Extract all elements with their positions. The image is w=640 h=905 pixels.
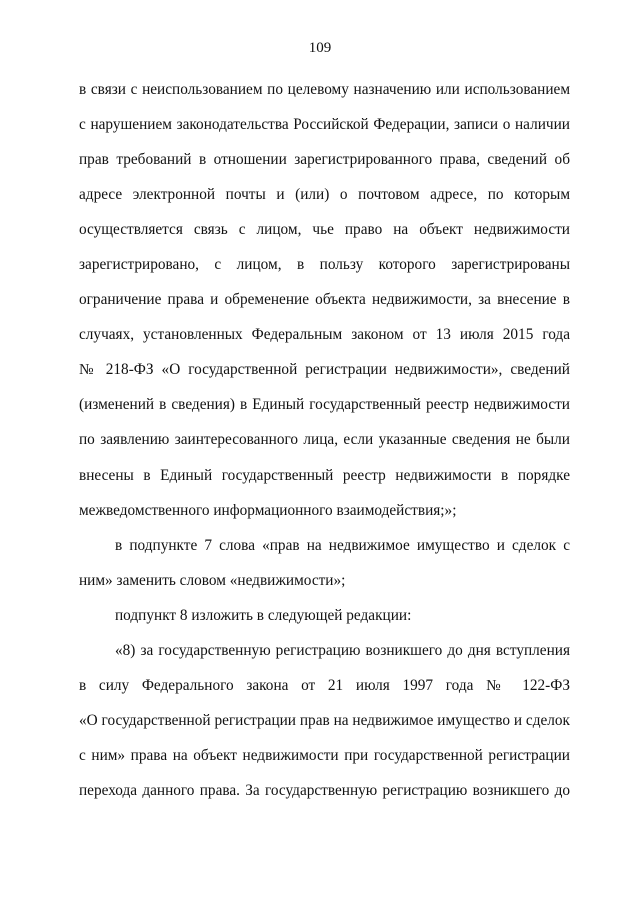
text-line: прав требований в отношении зарегистрированного права, сведений об bbox=[79, 151, 570, 169]
text-line: с нарушением законодательства Российской Федерации, записи о наличии bbox=[79, 116, 570, 134]
text-line: (изменений в сведения) в Единый государственный реестр недвижимости bbox=[79, 396, 570, 414]
text-line: «8) за государственную регистрацию возникшего до дня вступления bbox=[115, 641, 570, 659]
text-line: межведомственного информационного взаимодействия;»; bbox=[79, 501, 457, 519]
text-line: случаях, установленных Федеральным законом от 13 июля 2015 года bbox=[79, 326, 570, 344]
text-line: «О государственной регистрации прав на недвижимое имущество и сделок bbox=[79, 711, 570, 729]
text-line: № 218-ФЗ «О государственной регистрации недвижимости», сведений bbox=[79, 361, 570, 379]
text-line: в силу Федерального закона от 21 июля 1997 года № 122-ФЗ bbox=[79, 676, 570, 694]
page-number: 109 bbox=[308, 40, 332, 56]
text-line: зарегистрировано, с лицом, в пользу которого зарегистрированы bbox=[79, 256, 570, 274]
text-line: в связи с неиспользованием по целевому назначению или использованием bbox=[79, 81, 570, 98]
text-line: адресе электронной почты и (или) о почтовом адресе, по которым bbox=[79, 186, 570, 204]
text-line: внесены в Единый государственный реестр недвижимости в порядке bbox=[79, 466, 570, 484]
document-body bbox=[79, 80, 570, 816]
text-line: ограничение права и обременение объекта недвижимости, за внесение в bbox=[79, 291, 570, 309]
text-line: подпункт 8 изложить в следующей редакции: bbox=[115, 606, 412, 624]
text-line: ним» заменить словом «недвижимости»; bbox=[79, 571, 346, 589]
text-line: с ним» права на объект недвижимости при государственной регистрации bbox=[79, 746, 570, 764]
text-line: по заявлению заинтересованного лица, если указанные сведения не были bbox=[79, 431, 570, 449]
text-line: осуществляется связь с лицом, чье право на объект недвижимости bbox=[79, 221, 570, 239]
text-line: в подпункте 7 слова «прав на недвижимое имущество и сделок с bbox=[115, 536, 570, 554]
text-line: перехода данного права. За государственную регистрацию возникшего до bbox=[79, 781, 570, 799]
